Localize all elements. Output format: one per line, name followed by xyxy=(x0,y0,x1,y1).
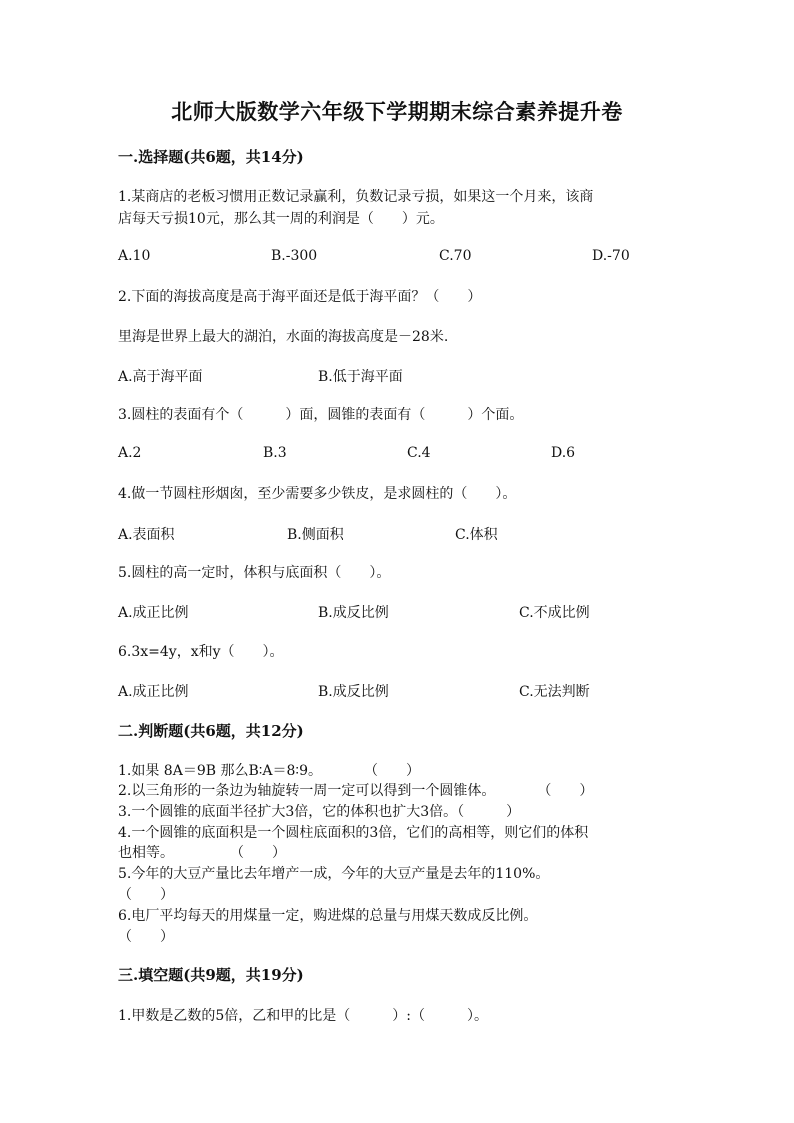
question-text: 1.某商店的老板习惯用正数记录赢利，负数记录亏损，如果这一个月来，该商 xyxy=(118,189,594,205)
option-c: C.4 xyxy=(407,445,431,461)
question-text: 4.做一节圆柱形烟囱，至少需要多少铁皮，是求圆柱的（ ）。 xyxy=(118,486,517,502)
option-b: B.-300 xyxy=(271,248,318,264)
statement-line: 4.一个圆锥的底面积是一个圆柱底面积的3倍，它们的高相等，则它们的体积 xyxy=(118,825,589,841)
option-b: B.侧面积 xyxy=(287,527,344,543)
statement-line: 3.一个圆锥的底面半径扩大3倍，它的体积也扩大3倍。（ ） xyxy=(118,804,521,820)
statement-line: 也相等。 （ ） xyxy=(118,845,286,861)
question-text: 6.3x=4y，x和y（ ）。 xyxy=(118,644,284,660)
option-c: C.无法判断 xyxy=(519,684,590,700)
section-heading-choice: 一.选择题(共6题，共14分) xyxy=(118,148,304,166)
option-c: C.体积 xyxy=(455,527,498,543)
option-b: B.低于海平面 xyxy=(318,369,403,385)
option-c: C.70 xyxy=(439,248,472,264)
question-text: 5.圆柱的高一定时，体积与底面积（ ）。 xyxy=(118,565,391,581)
option-a: A.成正比例 xyxy=(118,605,189,621)
statement-line: 2.以三角形的一条边为轴旋转一周一定可以得到一个圆锥体。 （ ） xyxy=(118,783,594,799)
option-b: B.成反比例 xyxy=(318,684,389,700)
option-a: A.成正比例 xyxy=(118,684,189,700)
option-a: A.10 xyxy=(118,248,151,264)
page-title: 北师大版数学六年级下学期期末综合素养提升卷 xyxy=(171,99,623,124)
option-a: A.高于海平面 xyxy=(118,369,203,385)
option-d: D.6 xyxy=(551,445,576,461)
option-c: C.不成比例 xyxy=(519,605,590,621)
statement-line: （ ） xyxy=(118,929,174,945)
option-a: A.2 xyxy=(118,445,142,461)
section-heading-judgement: 二.判断题(共6题，共12分) xyxy=(118,722,304,740)
statement-line: 5.今年的大豆产量比去年增产一成，今年的大豆产量是去年的110%。 xyxy=(118,866,550,882)
section-heading-fill-blank: 三.填空题(共9题，共19分) xyxy=(118,966,304,984)
statement-line: 1.如果 8A＝9B 那么B∶A＝8∶9。 （ ） xyxy=(118,763,420,779)
option-b: B.3 xyxy=(263,445,287,461)
question-text: 1.甲数是乙数的5倍，乙和甲的比是（ ）:（ ）。 xyxy=(118,1008,488,1024)
statement-line: 6.电厂平均每天的用煤量一定，购进煤的总量与用煤天数成反比例。 xyxy=(118,908,538,924)
question-text: 3.圆柱的表面有个（ ）面，圆锥的表面有（ ）个面。 xyxy=(118,407,524,423)
option-a: A.表面积 xyxy=(118,527,175,543)
question-text: 里海是世界上最大的湖泊，水面的海拔高度是－28米. xyxy=(118,329,449,345)
option-b: B.成反比例 xyxy=(318,605,389,621)
option-d: D.-70 xyxy=(592,248,630,264)
question-text: 2.下面的海拔高度是高于海平面还是低于海平面？（ ） xyxy=(118,289,482,305)
statement-line: （ ） xyxy=(118,887,174,903)
question-text: 店每天亏损10元，那么其一周的利润是（ ）元。 xyxy=(118,211,444,227)
